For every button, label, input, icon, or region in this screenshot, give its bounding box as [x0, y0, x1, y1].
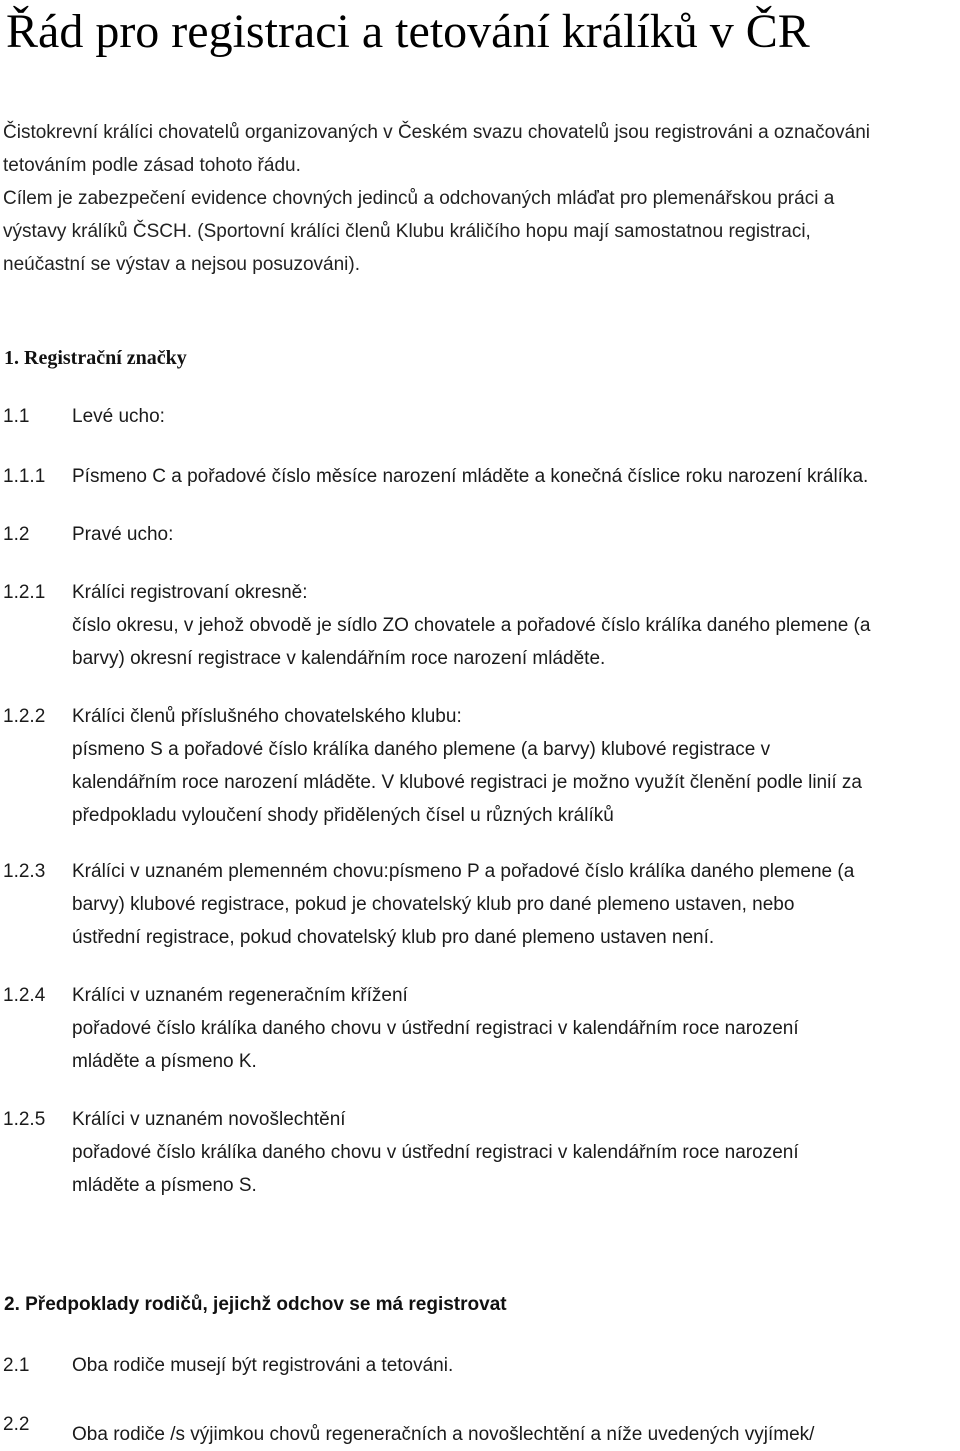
intro-line: tetováním podle zásad tohoto řádu.: [3, 155, 301, 176]
item-number: 2.2: [3, 1414, 30, 1435]
item-text: kalendářním roce narození mláděte. V klubové registraci je možno využít členění podle linií za: [72, 772, 862, 793]
item-text: Oba rodiče /s výjimkou chovů regeneračních a novošlechtění a níže uvedených vyjímek/: [72, 1424, 815, 1445]
item-text: Pravé ucho:: [72, 524, 174, 545]
item-number: 1.2.2: [3, 706, 46, 727]
item-number: 1.1: [3, 406, 30, 427]
item-text: pořadové číslo králíka daného chovu v ústřední registraci v kalendářním roce narození: [72, 1142, 799, 1163]
item-text: Králíci v uznaném plemenném chovu:písmeno P a pořadové číslo králíka daného plemene (a: [72, 861, 855, 882]
section-heading: 2. Předpoklady rodičů, jejichž odchov se má registrovat: [4, 1294, 507, 1315]
item-text: předpokladu vyloučení shody přidělených čísel u různých králíků: [72, 805, 614, 826]
intro-line: Cílem je zabezpečení evidence chovných jedinců a odchovaných mláďat pro plemenářskou práci a: [3, 188, 835, 209]
item-text: pořadové číslo králíka daného chovu v ústřední registraci v kalendářním roce narození: [72, 1018, 799, 1039]
intro-line: Čistokrevní králíci chovatelů organizovaných v Českém svazu chovatelů jsou registrováni a označováni: [3, 122, 871, 143]
item-text: mláděte a písmeno S.: [72, 1175, 257, 1196]
item-text: Oba rodiče musejí být registrováni a tetováni.: [72, 1355, 454, 1376]
item-text: mláděte a písmeno K.: [72, 1051, 257, 1072]
intro-line: výstavy králíků ČSCH. (Sportovní králíci členů Klubu králičího hopu mají samostatnou registraci,: [3, 221, 811, 242]
item-text: Králíci v uznaném regeneračním křížení: [72, 985, 408, 1006]
section-heading: 1. Registrační značky: [4, 347, 187, 369]
item-number: 1.2.4: [3, 985, 46, 1006]
item-text: Písmeno C a pořadové číslo měsíce narození mláděte a konečná číslice roku narození králíka.: [72, 466, 869, 487]
item-text: Králíci členů příslušného chovatelského klubu:: [72, 706, 462, 727]
item-text: Králíci v uznaném novošlechtění: [72, 1109, 346, 1130]
document-title: Řád pro registraci a tetování králíků v ČR: [6, 5, 810, 58]
item-text: Levé ucho:: [72, 406, 165, 427]
item-text: barvy) okresní registrace v kalendářním roce narození mláděte.: [72, 648, 606, 669]
item-number: 1.2.5: [3, 1109, 46, 1130]
item-number: 1.2: [3, 524, 30, 545]
item-text: písmeno S a pořadové číslo králíka daného plemene (a barvy) klubové registrace v: [72, 739, 771, 760]
item-number: 1.2.1: [3, 582, 46, 603]
item-number: 1.1.1: [3, 466, 46, 487]
item-text: Králíci registrovaní okresně:: [72, 582, 308, 603]
intro-line: neúčastní se výstav a nejsou posuzováni).: [3, 254, 360, 275]
item-text: číslo okresu, v jehož obvodě je sídlo ZO chovatele a pořadové číslo králíka daného plemene (a: [72, 615, 871, 636]
item-number: 2.1: [3, 1355, 30, 1376]
item-text: barvy) klubové registrace, pokud je chovatelský klub pro dané plemeno ustaven, nebo: [72, 894, 795, 915]
item-text: ústřední registrace, pokud chovatelský klub pro dané plemeno ustaven není.: [72, 927, 715, 948]
item-number: 1.2.3: [3, 861, 46, 882]
